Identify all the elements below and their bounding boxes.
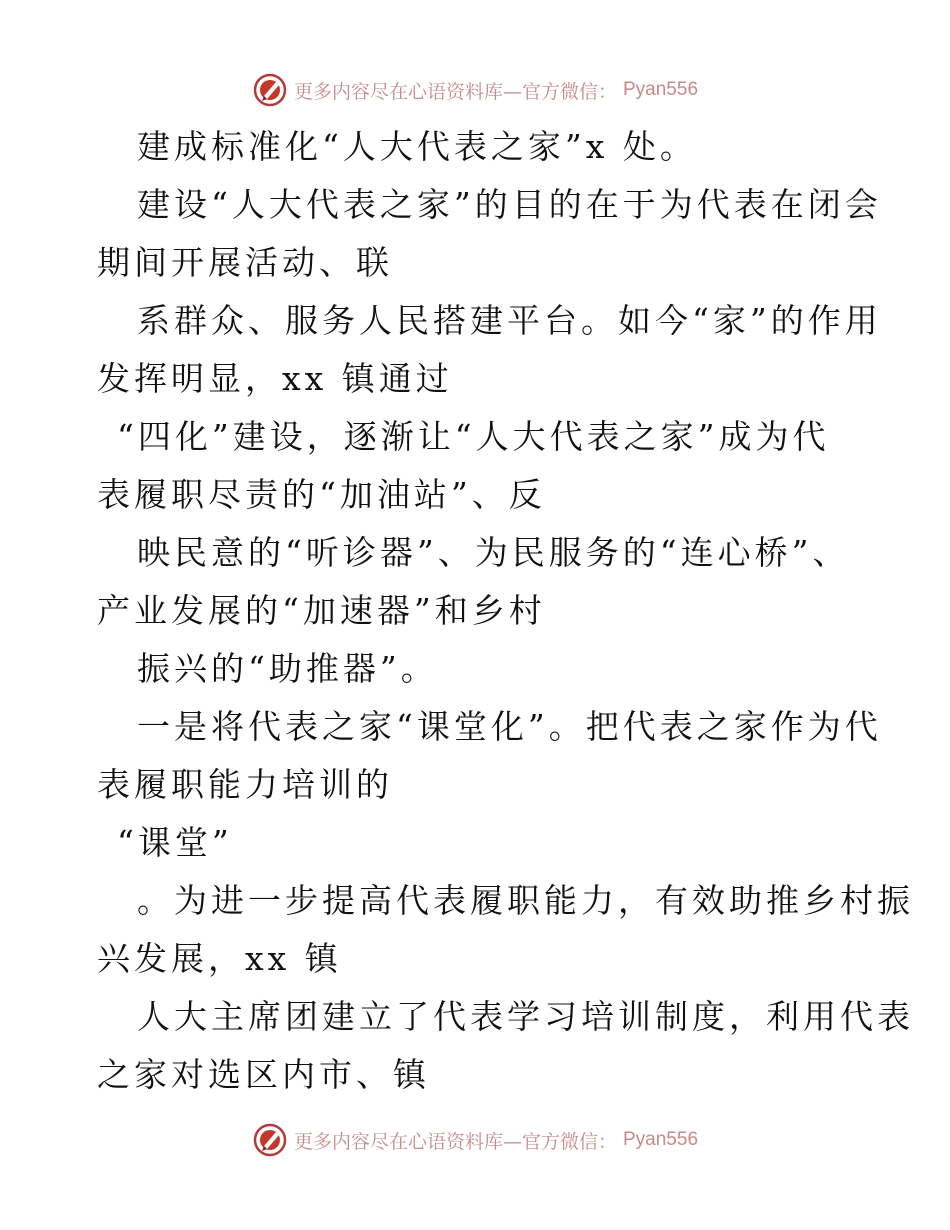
text-line: 建成标准化“人大代表之家”x 处。 xyxy=(137,127,697,166)
banner-text: 更多内容尽在心语资料库—官方微信： xyxy=(293,1130,617,1153)
text-line: 表履职能力培训的 xyxy=(97,765,393,804)
text-line: 之家对选区内市、镇 xyxy=(97,1055,430,1094)
banner-wechat-handle: Pyan556 xyxy=(623,1129,699,1150)
pen-seal-icon xyxy=(252,1122,288,1158)
text-line: 系群众、服务人民搭建平台。如今“家”的作用 xyxy=(137,301,882,340)
text-line: 。为进一步提高代表履职能力，有效助推乡村振 xyxy=(137,881,914,920)
text-line: 一是将代表之家“课堂化”。把代表之家作为代 xyxy=(137,707,882,746)
header-watermark-banner xyxy=(0,70,950,110)
footer-watermark-banner xyxy=(0,1120,950,1160)
banner-text: 更多内容尽在心语资料库—官方微信： xyxy=(293,80,617,103)
text-line: 期间开展活动、联 xyxy=(97,243,393,282)
text-line: 发挥明显，xx 镇通过 xyxy=(97,359,453,398)
text-line: “四化”建设，逐渐让“人大代表之家”成为代 xyxy=(117,417,830,456)
text-line: 表履职尽责的“加油站”、反 xyxy=(97,475,546,514)
text-line: 映民意的“听诊器”、为民服务的“连心桥”、 xyxy=(137,533,850,572)
text-line: 人大主席团建立了代表学习培训制度，利用代表 xyxy=(137,997,914,1036)
pen-seal-icon xyxy=(252,72,288,108)
document-body xyxy=(97,118,914,1104)
text-line: 建设“人大代表之家”的目的在于为代表在闭会 xyxy=(137,185,882,224)
text-line: 兴发展，xx 镇 xyxy=(97,939,342,978)
text-line: 产业发展的“加速器”和乡村 xyxy=(97,591,546,630)
text-line: 振兴的“助推器”。 xyxy=(137,649,438,688)
banner-wechat-handle: Pyan556 xyxy=(623,79,699,100)
text-line: “课堂” xyxy=(117,823,233,862)
